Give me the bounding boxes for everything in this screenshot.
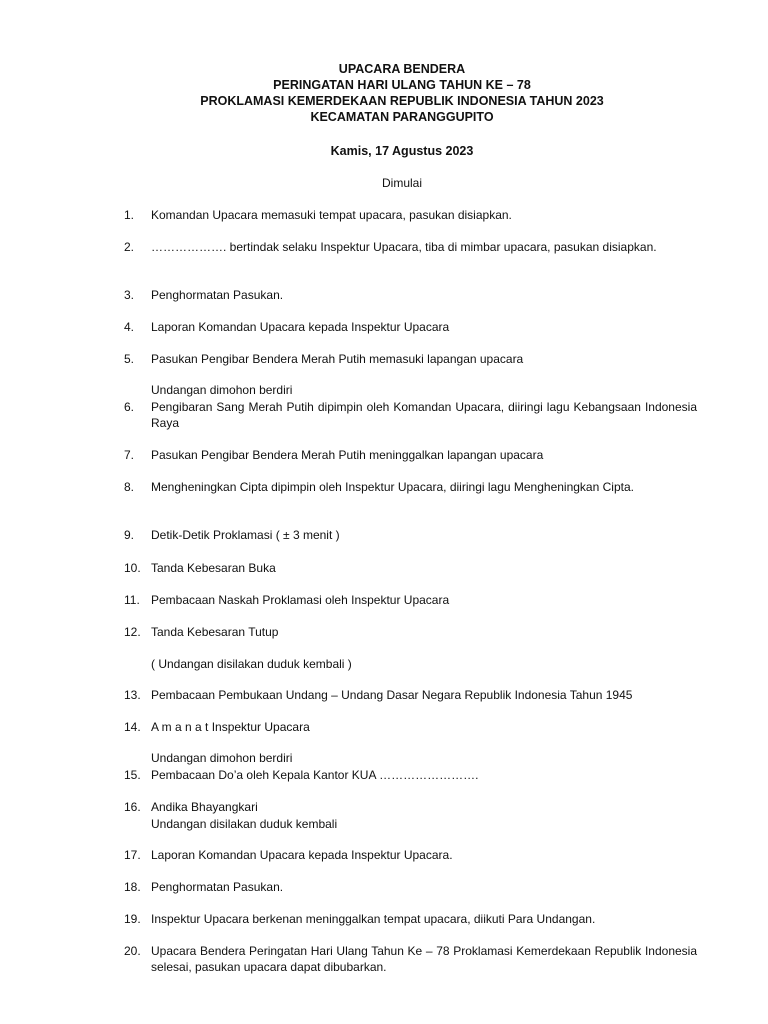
list-item: [124, 943, 697, 975]
item-text: Andika Bhayangkari: [151, 800, 258, 814]
item-number: 8.: [124, 480, 135, 494]
list-item: [124, 560, 697, 576]
item-text: Pasukan Pengibar Bendera Merah Putih memasuki lapangan upacara: [151, 352, 524, 366]
audience-instruction: Undangan dimohon berdiri: [151, 383, 293, 397]
item-text: Inspektur Upacara berkenan meninggalkan tempat upacara, diikuti Para Undangan.: [151, 912, 596, 926]
item-number: 1.: [124, 208, 135, 222]
item-number: 12.: [124, 625, 141, 639]
item-number: 17.: [124, 848, 141, 862]
item-number: 11.: [124, 593, 140, 607]
list-item: [124, 624, 697, 640]
item-text: Pembacaan Naskah Proklamasi oleh Inspektur Upacara: [151, 593, 450, 607]
item-number: 19.: [124, 912, 141, 926]
list-item: [124, 527, 697, 543]
header-subtitle-2: PROKLAMASI KEMERDEKAAN REPUBLIK INDONESIA TAHUN 2023: [200, 94, 604, 108]
item-text: Laporan Komandan Upacara kepada Inspektur Upacara: [151, 320, 450, 334]
list-item: [124, 399, 697, 431]
item-text: Penghormatan Pasukan.: [151, 880, 284, 894]
item-number: 5.: [124, 352, 135, 366]
header-subtitle: PERINGATAN HARI ULANG TAHUN KE – 78: [273, 78, 531, 92]
list-item: [124, 351, 697, 367]
item-text: Pembacaan Do’a oleh Kepala Kantor KUA …………………….: [151, 768, 479, 782]
item-number: 10.: [124, 561, 141, 575]
item-text: Upacara Bendera Peringatan Hari Ulang Tahun Ke – 78 Proklamasi Kemerdekaan Republik Indonesia selesai, pasukan upacara dapat dibubarkan.: [151, 944, 697, 974]
list-item: [124, 847, 697, 863]
item-number: 4.: [124, 320, 135, 334]
item-text: ………………. bertindak selaku Inspektur Upacara, tiba di mimbar upacara, pasukan disiapkan.: [151, 240, 657, 254]
document-header: [0, 61, 768, 125]
item-text: Tanda Kebesaran Buka: [151, 561, 276, 575]
item-text: Laporan Komandan Upacara kepada Inspektur Upacara.: [151, 848, 453, 862]
list-item: [124, 719, 697, 735]
header-title: UPACARA BENDERA: [338, 62, 466, 76]
item-text: Pengibaran Sang Merah Putih dipimpin oleh Komandan Upacara, diiringi lagu Kebangsaan Indonesia Raya: [151, 400, 697, 430]
item-number: 20.: [124, 944, 141, 958]
item-number: 7.: [124, 448, 135, 462]
list-item: [124, 447, 697, 463]
event-date: Kamis, 17 Agustus 2023: [330, 144, 474, 158]
list-item: [124, 687, 697, 703]
list-item: [124, 911, 697, 927]
item-text: A m a n a t Inspektur Upacara: [151, 720, 310, 734]
list-item: [124, 239, 697, 255]
list-item: [124, 592, 697, 608]
item-text: Mengheningkan Cipta dipimpin oleh Inspektur Upacara, diiringi lagu Mengheningkan Cipta.: [151, 480, 634, 494]
audience-instruction: ( Undangan disilakan duduk kembali ): [151, 657, 352, 671]
audience-instruction: Undangan dimohon berdiri: [151, 751, 293, 765]
item-number: 6.: [124, 400, 135, 414]
item-text: Komandan Upacara memasuki tempat upacara, pasukan disiapkan.: [151, 208, 512, 222]
start-label: Dimulai: [381, 176, 422, 190]
item-number: 15.: [124, 768, 141, 782]
header-location: KECAMATAN PARANGGUPITO: [310, 110, 494, 124]
item-number: 14.: [124, 720, 141, 734]
item-text: Tanda Kebesaran Tutup: [151, 625, 279, 639]
item-number: 3.: [124, 288, 135, 302]
list-item: [124, 207, 697, 223]
list-item: [124, 287, 697, 303]
item-number: 13.: [124, 688, 141, 702]
list-item: [124, 319, 697, 335]
list-item: [124, 879, 697, 895]
item-number: 16.: [124, 800, 141, 814]
item-number: 18.: [124, 880, 141, 894]
item-text: Pasukan Pengibar Bendera Merah Putih meninggalkan lapangan upacara: [151, 448, 544, 462]
list-item: [124, 479, 697, 495]
item-number: 2.: [124, 240, 135, 254]
item-text: Penghormatan Pasukan.: [151, 288, 284, 302]
list-item: [124, 799, 697, 815]
item-text: Detik-Detik Proklamasi ( ± 3 menit ): [151, 528, 340, 542]
item-number: 9.: [124, 528, 135, 542]
list-item: [124, 767, 697, 783]
item-text: Pembacaan Pembukaan Undang – Undang Dasar Negara Republik Indonesia Tahun 1945: [151, 688, 633, 702]
audience-instruction: Undangan disilakan duduk kembali: [151, 817, 338, 831]
